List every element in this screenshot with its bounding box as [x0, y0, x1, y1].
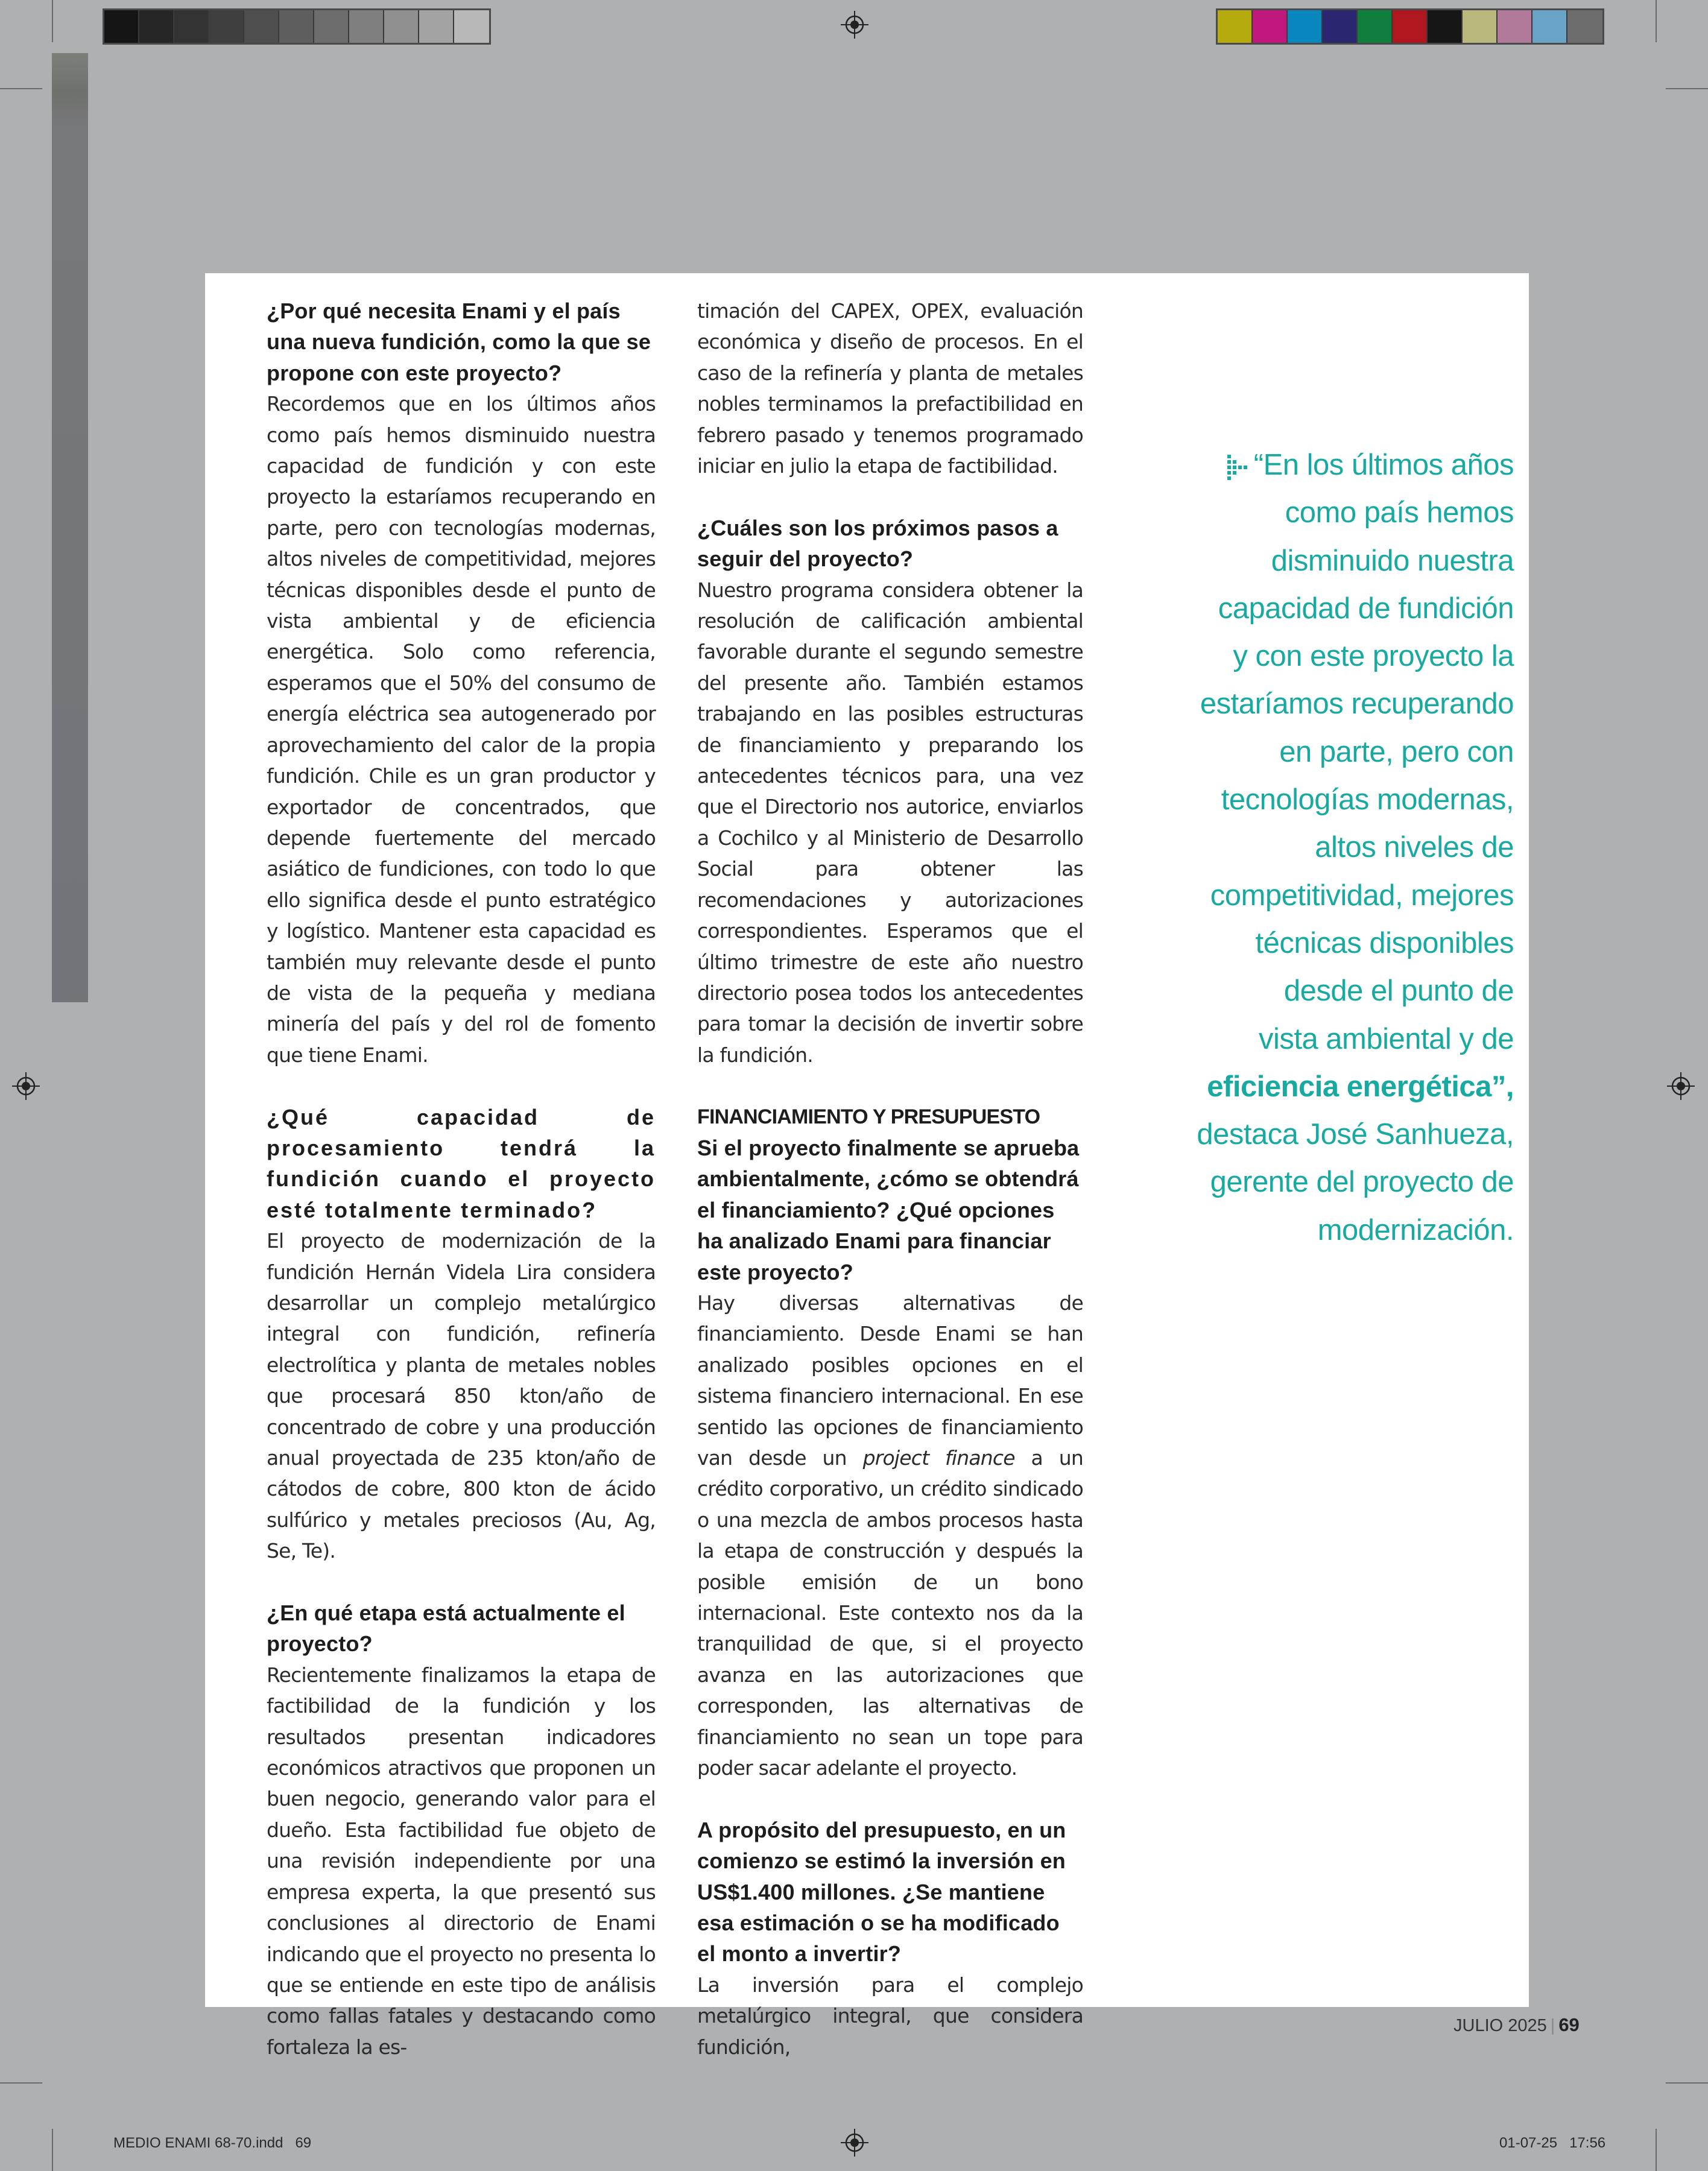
section-heading: FINANCIAMIENTO Y PRESUPUESTO [697, 1105, 1040, 1128]
answer-2: El proyecto de modernización de la fundición Hernán Videla Lira considera desarrollar un complejo metalúrgico integral con fundición, refinería electrolítica y planta de metales nobles que procesará 850 kton/año de concentrado de cobre y una producción anual proyectada de 235 kton/año de cátodos de cobre, 800 kton de ácido sulfúrico y metales preciosos (Au, Ag, Se, Te). [267, 1229, 656, 1563]
pull-quote-line: tecnologías modernas, [1221, 783, 1514, 817]
answer-5-italic: project finance [862, 1446, 1015, 1470]
pull-quote-line: disminuido nuestra [1271, 544, 1514, 577]
answer-3: Recientemente finalizamos la etapa de factibilidad de la fundición y los resultados presentan indicadores económicos atractivos que proponen un buen negocio, generando valor para el dueño. Esta factibilidad fue objeto de una revisión independiente por una empresa experta, la que presentó sus conclusiones al directorio de Enami indicando que el proyecto no presenta lo que se entiende en este tipo de análisis como fallas fatales y destacando como fortaleza la es- [267, 1663, 656, 2059]
question-2: ¿Qué capacidad de procesamiento tendrá la fundición cuando el proyecto esté totalmente terminado? [267, 1104, 656, 1222]
pull-quote-attribution: gerente del proyecto de [1210, 1166, 1514, 1199]
gray-swatch [384, 10, 419, 43]
registration-mark-icon [841, 2129, 868, 2157]
answer-5-text: Hay diversas alternativas de financiamiento. Desde Enami se han analizado posibles opciones en el sistema financiero internacional. En ese sentido las opciones de financiamiento van desde un [697, 1291, 1083, 1470]
color-swatch [1218, 10, 1253, 43]
question-4: ¿Cuáles son los próximos pasos a seguir del proyecto? [697, 515, 1058, 572]
color-swatch [1463, 10, 1498, 43]
pull-quote-line: técnicas disponibles [1255, 926, 1514, 959]
gray-swatch [209, 10, 244, 43]
color-swatch [1428, 10, 1463, 43]
answer-6: La inversión para el complejo metalúrgico integral, que considera fundición, [697, 1973, 1083, 2059]
pull-quote-line: vista ambiental y de [1258, 1022, 1514, 1055]
issue-date: JULIO 2025 [1453, 2016, 1547, 2035]
answer-3-continued: timación del CAPEX, OPEX, evaluación económica y diseño de procesos. En el caso de la refinería y planta de metales nobles terminamos la prefactibilidad en febrero pasado y tenemos programado iniciar en julio la etapa de factibilidad. [697, 299, 1083, 478]
color-swatch [1532, 10, 1567, 43]
gray-swatch [244, 10, 279, 43]
pull-quote-attribution: modernización. [1317, 1213, 1514, 1247]
page-number: 69 [1558, 2014, 1580, 2035]
question-1: ¿Por qué necesita Enami y el país una nueva fundición, como la que se propone con este proyecto? [267, 299, 651, 385]
color-calibration-bar [1216, 8, 1604, 45]
color-swatch [1253, 10, 1288, 43]
pull-quote-line: altos niveles de [1315, 831, 1514, 864]
crop-mark [1656, 0, 1657, 42]
color-swatch [1393, 10, 1428, 43]
question-5: Si el proyecto finalmente se aprueba ambientalmente, ¿cómo se obtendrá el financiamiento? ¿Qué opciones ha analizado Enami para financiar este proyecto? [697, 1135, 1080, 1285]
gray-swatch [279, 10, 314, 43]
gray-swatch [139, 10, 174, 43]
pull-quote-bold-line [1146, 1063, 1514, 1111]
pull-quote-attribution: destaca José Sanhueza, [1197, 1118, 1514, 1151]
color-swatch [1288, 10, 1323, 43]
date-slug: 01-07-25 17:56 [1499, 2135, 1606, 2151]
pull-quote-line: como país hemos [1285, 496, 1514, 529]
crop-mark [1666, 2082, 1708, 2084]
gray-swatch [419, 10, 454, 43]
crop-mark [52, 0, 53, 42]
dotted-quote-icon [1227, 453, 1248, 480]
question-6: A propósito del presupuesto, en un comienzo se estimó la inversión en US$1.400 millones. ¿Se mantiene esa estimación o se ha modificado el monto a invertir? [697, 1817, 1066, 1967]
gray-calibration-bar [103, 8, 491, 45]
registration-mark-icon [841, 11, 868, 39]
pull-quote-line: capacidad de fundición [1218, 592, 1514, 625]
gray-swatch [104, 10, 139, 43]
gray-swatch [454, 10, 489, 43]
photo-bleed-strip [52, 53, 88, 1002]
crop-mark [52, 2129, 53, 2171]
pull-quote-line: en parte, pero con [1279, 735, 1514, 768]
article-column-1 [267, 295, 656, 2062]
folio-separator: | [1550, 2016, 1555, 2035]
answer-1: Recordemos que en los últimos años como país hemos disminuido nuestra capacidad de fundición y con este proyecto la estaríamos recuperando en parte, pero con tecnologías modernas, altos niveles de competitividad, mejores técnicas disponibles desde el punto de vista ambiental y de eficiencia energética. Solo como referencia, esperamos que el 50% del consumo de energía eléctrica sea autogenerado por aprovechamiento del calor de la propia fundición. Chile es un gran productor y exportador de concentrados, que depende fuertemente del mercado asiático de fundiciones, con todo lo que ello significa desde el punto estratégico y logístico. Mantener esta capacidad es también muy relevante desde el punto de vista de la pequeña y mediana minería del país y del rol de fomento que tiene Enami. [267, 392, 656, 1067]
color-swatch [1498, 10, 1532, 43]
gray-swatch [349, 10, 384, 43]
registration-mark-icon [1667, 1072, 1695, 1100]
pull-quote-line: y con este proyecto la [1233, 640, 1514, 673]
file-slug: MEDIO ENAMI 68-70.indd 69 [113, 2135, 312, 2151]
answer-5-text-2: a un crédito corporativo, un crédito sindicado o una mezcla de ambos procesos hasta la etapa de construcción y después la posible emisión de un bono internacional. Este contexto nos da la tranquilidad de que, si el proyecto avanza en las autorizaciones que corresponden, las alternativas de financiamiento no sean un tope para poder sacar adelante el proyecto. [697, 1446, 1083, 1780]
color-swatch [1567, 10, 1602, 43]
pull-quote-line: estaríamos recuperando [1200, 687, 1514, 721]
gray-swatch [174, 10, 209, 43]
crop-mark [0, 2082, 42, 2084]
pull-quote-first-line [1146, 441, 1514, 489]
pull-quote-bold-text: eficiencia energética”, [1207, 1070, 1514, 1103]
pull-quote-line: competitividad, mejores [1210, 879, 1514, 912]
answer-4: Nuestro programa considera obtener la resolución de calificación ambiental favorable durante el segundo semestre del presente año. También estamos trabajando en las posibles estructuras de financiamiento y preparando los antecedentes técnicos para, una vez que el Directorio nos autorice, enviarlos a Cochilco y al Ministerio de Desarrollo Social para obtener las recomendaciones y autorizaciones correspondientes. Esperamos que el último trimestre de este año nuestro directorio posea todos los antecedentes para tomar la decisión de invertir sobre la fundición. [697, 578, 1083, 1067]
answer-5 [697, 1288, 1083, 1784]
gray-swatch [314, 10, 349, 43]
crop-mark [0, 88, 42, 89]
color-swatch [1358, 10, 1393, 43]
article-column-2 [697, 295, 1083, 2062]
crop-mark [1656, 2129, 1657, 2171]
pull-quote [1146, 441, 1514, 1254]
crop-mark [1666, 88, 1708, 89]
pull-quote-line: desde el punto de [1283, 975, 1514, 1008]
registration-mark-icon [12, 1072, 40, 1100]
question-3: ¿En qué etapa está actualmente el proyecto? [267, 1601, 625, 1657]
pull-quote-line: “En los últimos años [1253, 449, 1514, 481]
color-swatch [1323, 10, 1358, 43]
page-folio [1453, 2014, 1580, 2036]
